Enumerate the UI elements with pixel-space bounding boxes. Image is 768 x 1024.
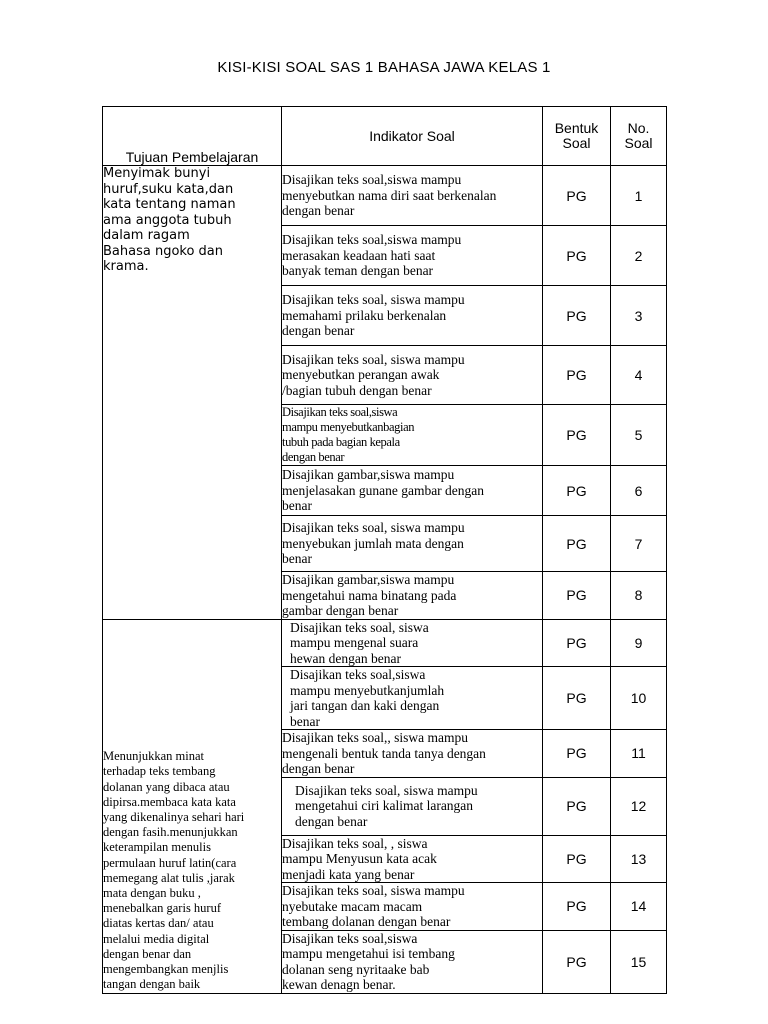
indikator-cell: Disajikan teks soal, siswa mampu nyebutake macam macam tembang dolanan dengan benar — [282, 883, 543, 931]
indikator-cell: Disajikan teks soal, siswa mampu mengetahui ciri kalimat larangan dengan benar — [282, 777, 543, 835]
no-cell: 10 — [611, 667, 667, 730]
no-cell: 4 — [611, 346, 667, 405]
no-cell: 2 — [611, 226, 667, 286]
bentuk-cell: PG — [543, 572, 611, 620]
indikator-cell: Disajikan teks soal, siswa mampu menyebutkan perangan awak /bagian tubuh dengan benar — [282, 346, 543, 405]
kisi-kisi-table — [102, 106, 667, 994]
bentuk-cell: PG — [543, 226, 611, 286]
bentuk-cell: PG — [543, 730, 611, 778]
bentuk-cell: PG — [543, 619, 611, 667]
indikator-cell: Disajikan teks soal,siswa mampu merasakan keadaan hati saat banyak teman dengan benar — [282, 226, 543, 286]
tujuan-cell-1: Menyimak bunyi huruf,suku kata,dan kata tentang naman ama anggota tubuh dalam ragam Bahasa ngoko dan krama. — [103, 166, 282, 620]
no-cell: 6 — [611, 466, 667, 516]
bentuk-cell: PG — [543, 777, 611, 835]
indikator-cell: Disajikan teks soal, siswa mampu memahami prilaku berkenalan dengan benar — [282, 286, 543, 346]
no-cell: 3 — [611, 286, 667, 346]
no-cell: 7 — [611, 516, 667, 572]
no-cell: 11 — [611, 730, 667, 778]
header-tujuan: Tujuan Pembelajaran — [103, 107, 282, 166]
bentuk-cell: PG — [543, 166, 611, 226]
indikator-cell: Disajikan gambar,siswa mampu menjelasakan gunane gambar dengan benar — [282, 466, 543, 516]
bentuk-cell: PG — [543, 835, 611, 883]
no-cell: 15 — [611, 930, 667, 993]
bentuk-cell: PG — [543, 286, 611, 346]
table-row — [103, 166, 667, 226]
bentuk-cell: PG — [543, 346, 611, 405]
bentuk-cell: PG — [543, 466, 611, 516]
no-cell: 14 — [611, 883, 667, 931]
bentuk-cell: PG — [543, 405, 611, 466]
header-indikator: Indikator Soal — [282, 107, 543, 166]
no-cell: 13 — [611, 835, 667, 883]
header-row — [103, 107, 667, 166]
no-cell: 1 — [611, 166, 667, 226]
bentuk-cell: PG — [543, 930, 611, 993]
no-cell: 5 — [611, 405, 667, 466]
indikator-cell: Disajikan gambar,siswa mampu mengetahui nama binatang pada gambar dengan benar — [282, 572, 543, 620]
no-cell: 9 — [611, 619, 667, 667]
bentuk-cell: PG — [543, 667, 611, 730]
header-bentuk: Bentuk Soal — [543, 107, 611, 166]
indikator-cell: Disajikan teks soal,siswa mampu menyebutkanbagian tubuh pada bagian kepala dengan benar — [282, 405, 543, 466]
indikator-cell: Disajikan teks soal,siswa mampu menyebutkanjumlah jari tangan dan kaki dengan benar — [282, 667, 543, 730]
bentuk-cell: PG — [543, 883, 611, 931]
indikator-cell: Disajikan teks soal, , siswa mampu Menyusun kata acak menjadi kata yang benar — [282, 835, 543, 883]
header-no: No. Soal — [611, 107, 667, 166]
bentuk-cell: PG — [543, 516, 611, 572]
table-row — [103, 619, 667, 667]
tujuan-cell-2: Menunjukkan minat terhadap teks tembang dolanan yang dibaca atau dipirsa.membaca kata kata yang dikenalinya sehari hari dengan fasih.menunjukkan keterampilan menulis permulaan huruf latin(cara memegang alat tulis ,jarak mata dengan buku , menebalkan garis huruf diatas kertas dan/ atau melalui media digital dengan benar dan mengembangkan menjlis tangan dengan baik — [103, 619, 282, 993]
indikator-cell: Disajikan teks soal,siswa mampu mengetahui isi tembang dolanan seng nyritaake bab kewan denagn benar. — [282, 930, 543, 993]
indikator-cell: Disajikan teks soal, siswa mampu mengenal suara hewan dengan benar — [282, 619, 543, 667]
no-cell: 8 — [611, 572, 667, 620]
no-cell: 12 — [611, 777, 667, 835]
indikator-cell: Disajikan teks soal,siswa mampu menyebutkan nama diri saat berkenalan dengan benar — [282, 166, 543, 226]
document-title: KISI-KISI SOAL SAS 1 BAHASA JAWA KELAS 1 — [217, 59, 551, 76]
indikator-cell: Disajikan teks soal, siswa mampu menyebukan jumlah mata dengan benar — [282, 516, 543, 572]
indikator-cell: Disajikan teks soal,, siswa mampu mengenali bentuk tanda tanya dengan dengan benar — [282, 730, 543, 778]
